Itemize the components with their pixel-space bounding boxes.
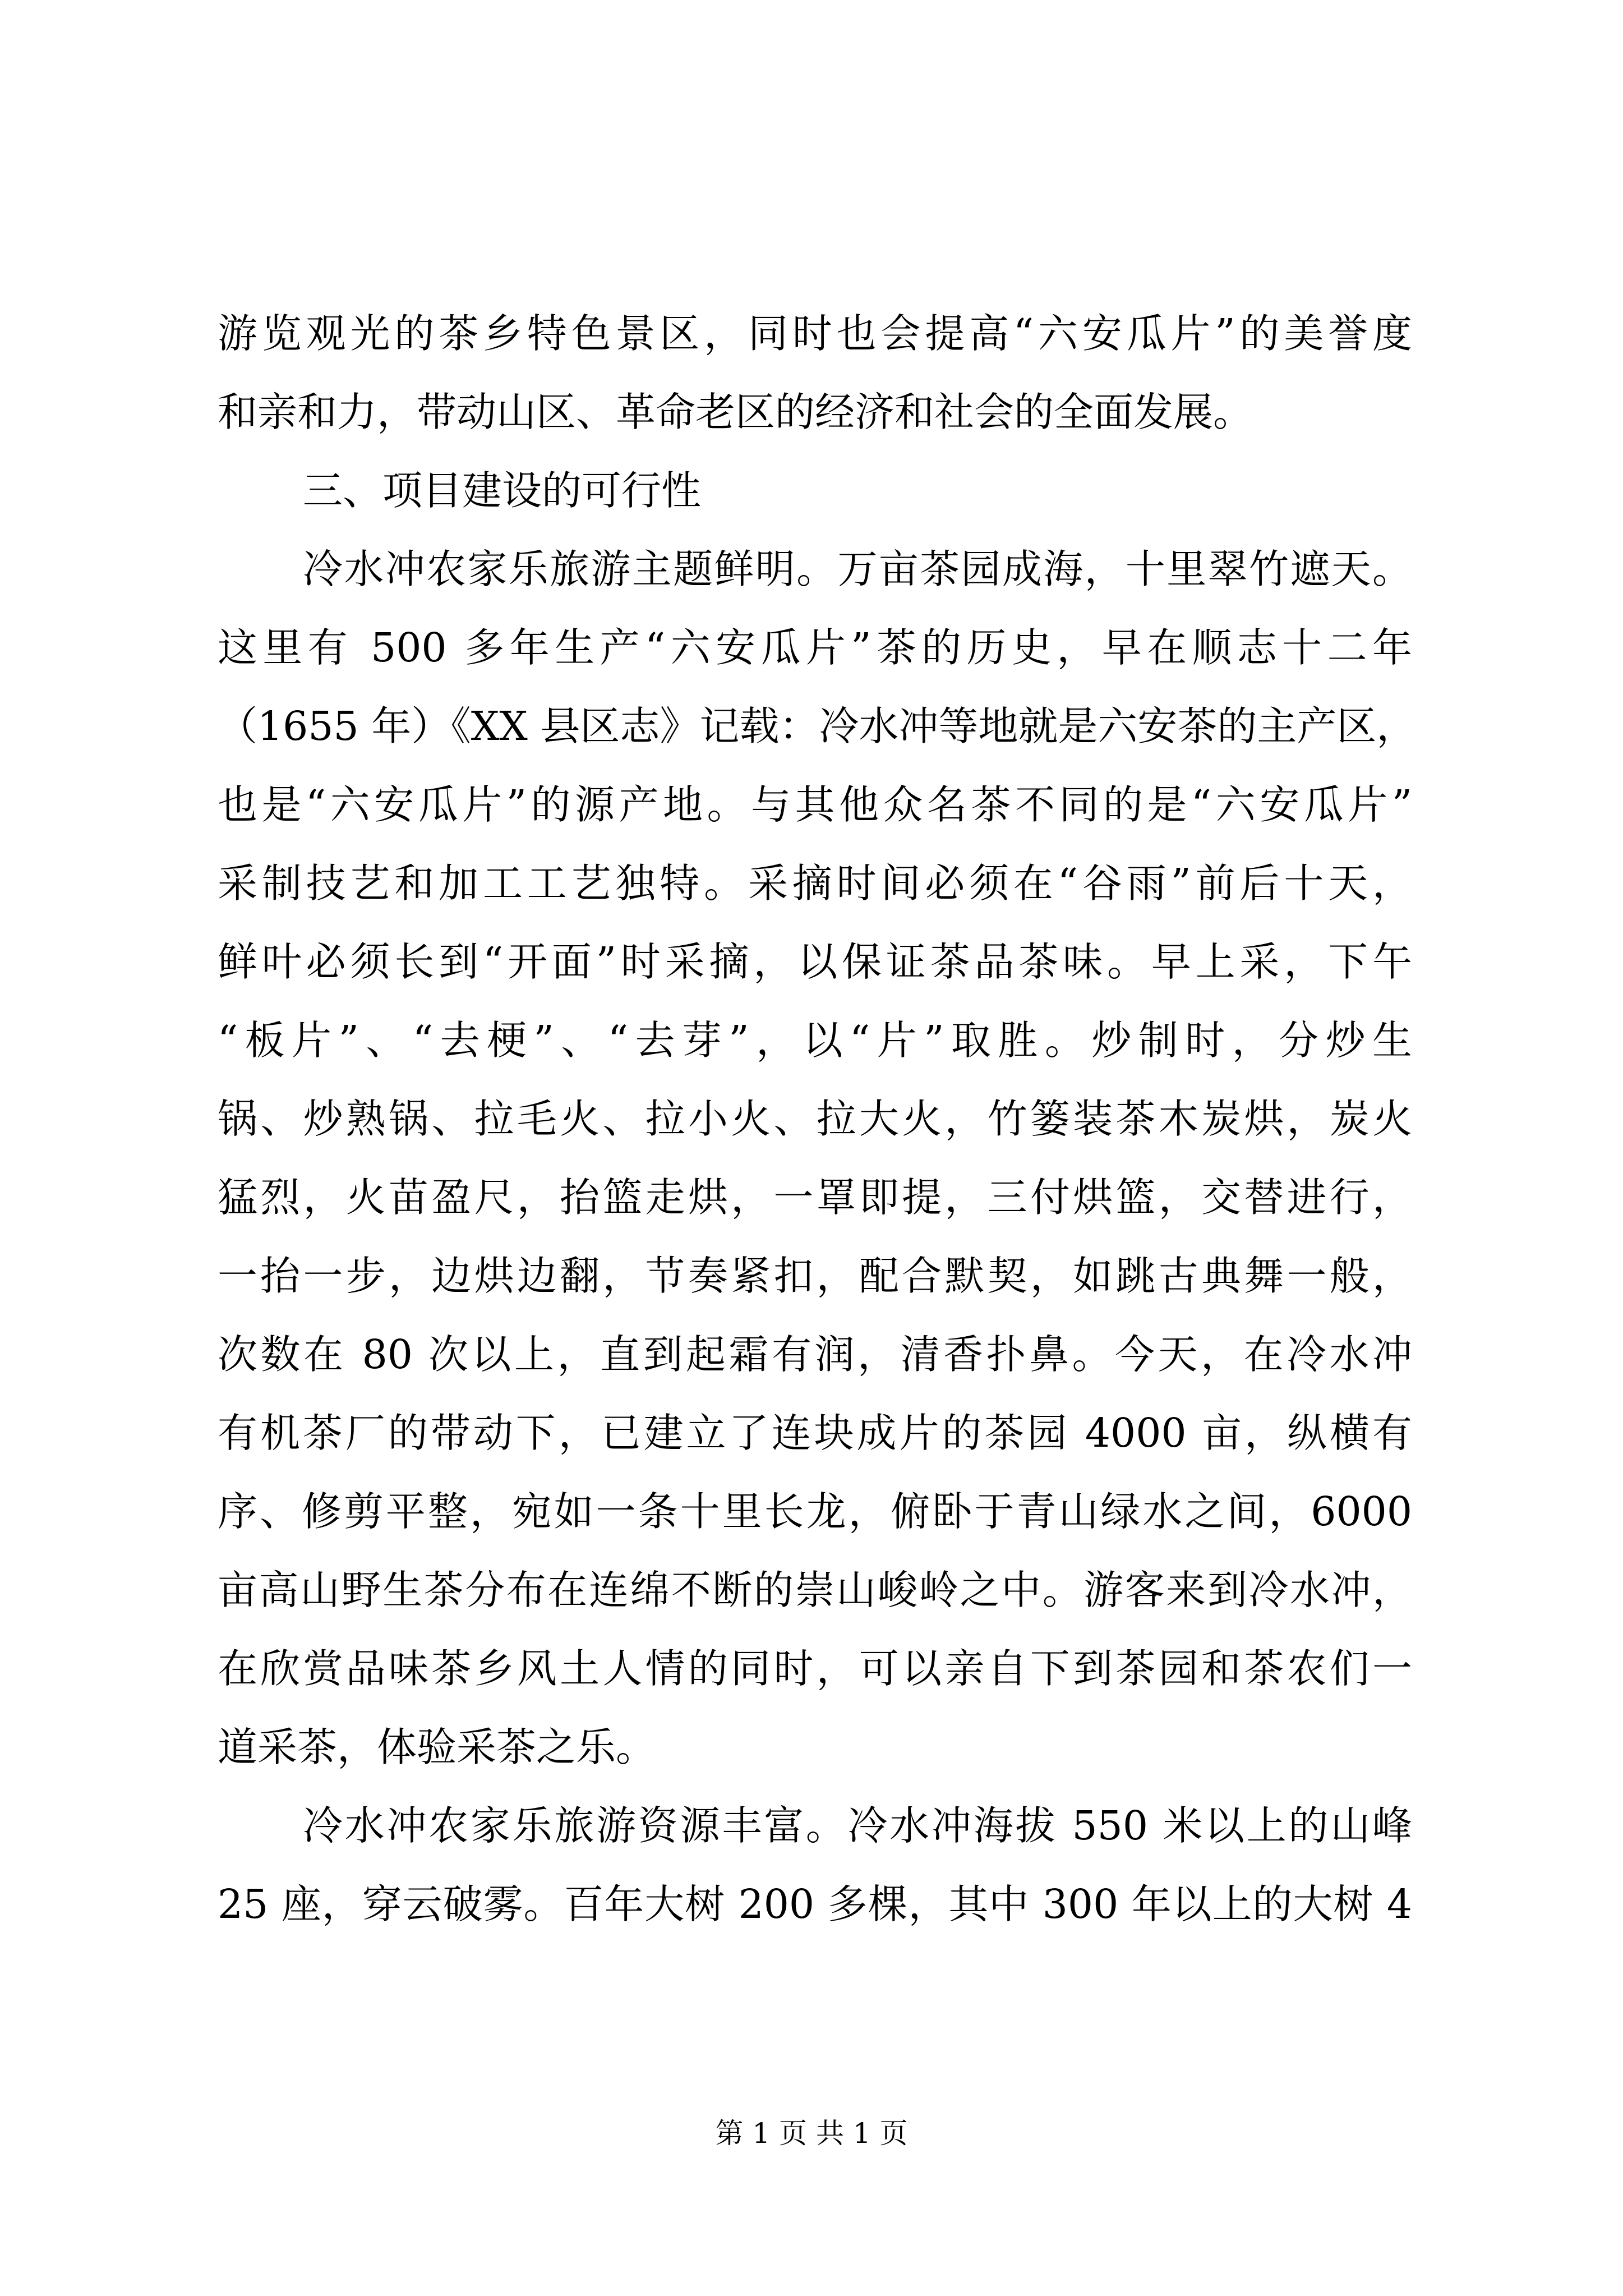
text-line: 这里有 500 多年生产“六安瓜片”茶的历史，早在顺志十二年	[218, 624, 1412, 671]
section-heading: 三、项目建设的可行性	[303, 467, 702, 514]
text-line: 一抬一步，边烘边翻，节奏紧扣，配合默契，如跳古典舞一般，	[218, 1253, 1412, 1299]
text-line: 次数在 80 次以上，直到起霜有润，清香扑鼻。今天，在冷水冲	[218, 1331, 1412, 1378]
text-line: 和亲和力，带动山区、革命老区的经济和社会的全面发展。	[218, 389, 1253, 435]
page-footer: 第 1 页 共 1 页	[715, 2117, 908, 2150]
text-line: 采制技艺和加工工艺独特。采摘时间必须在“谷雨”前后十天，	[218, 860, 1412, 907]
text-line: （1655 年）《XX 县区志》记载：冷水冲等地就是六安茶的主产区，	[218, 703, 1417, 749]
text-line: 游览观光的茶乡特色景区，同时也会提高“六安瓜片”的美誉度	[218, 310, 1412, 357]
text-line: 亩高山野生茶分布在连绵不断的崇山峻岭之中。游客来到冷水冲，	[218, 1567, 1412, 1613]
text-line: 猛烈，火苗盈尺，抬篮走烘，一罩即提，三付烘篮，交替进行，	[218, 1174, 1412, 1221]
text-line: 道采茶，体验采茶之乐。	[218, 1724, 656, 1770]
text-line: 25 座，穿云破雾。百年大树 200 多棵，其中 300 年以上的大树 4	[218, 1881, 1412, 1927]
text-line: 冷水冲农家乐旅游主题鲜明。万亩茶园成海，十里翠竹遮天。	[303, 546, 1412, 592]
text-line: “板片”、“去梗”、“去芽”，以“片”取胜。炒制时，分炒生	[218, 1017, 1412, 1064]
text-line: 序、修剪平整，宛如一条十里长龙，俯卧于青山绿水之间，6000	[218, 1488, 1412, 1535]
text-line: 有机茶厂的带动下，已建立了连块成片的茶园 4000 亩，纵横有	[218, 1410, 1412, 1456]
text-line: 锅、炒熟锅、拉毛火、拉小火、拉大火，竹篓装茶木炭烘，炭火	[218, 1096, 1412, 1142]
text-line: 在欣赏品味茶乡风土人情的同时，可以亲自下到茶园和茶农们一	[218, 1645, 1412, 1692]
text-line: 冷水冲农家乐旅游资源丰富。冷水冲海拔 550 米以上的山峰	[303, 1802, 1412, 1849]
text-line: 也是“六安瓜片”的源产地。与其他众名茶不同的是“六安瓜片”	[218, 781, 1412, 828]
text-line: 鲜叶必须长到“开面”时采摘，以保证茶品茶味。早上采，下午	[218, 938, 1412, 985]
